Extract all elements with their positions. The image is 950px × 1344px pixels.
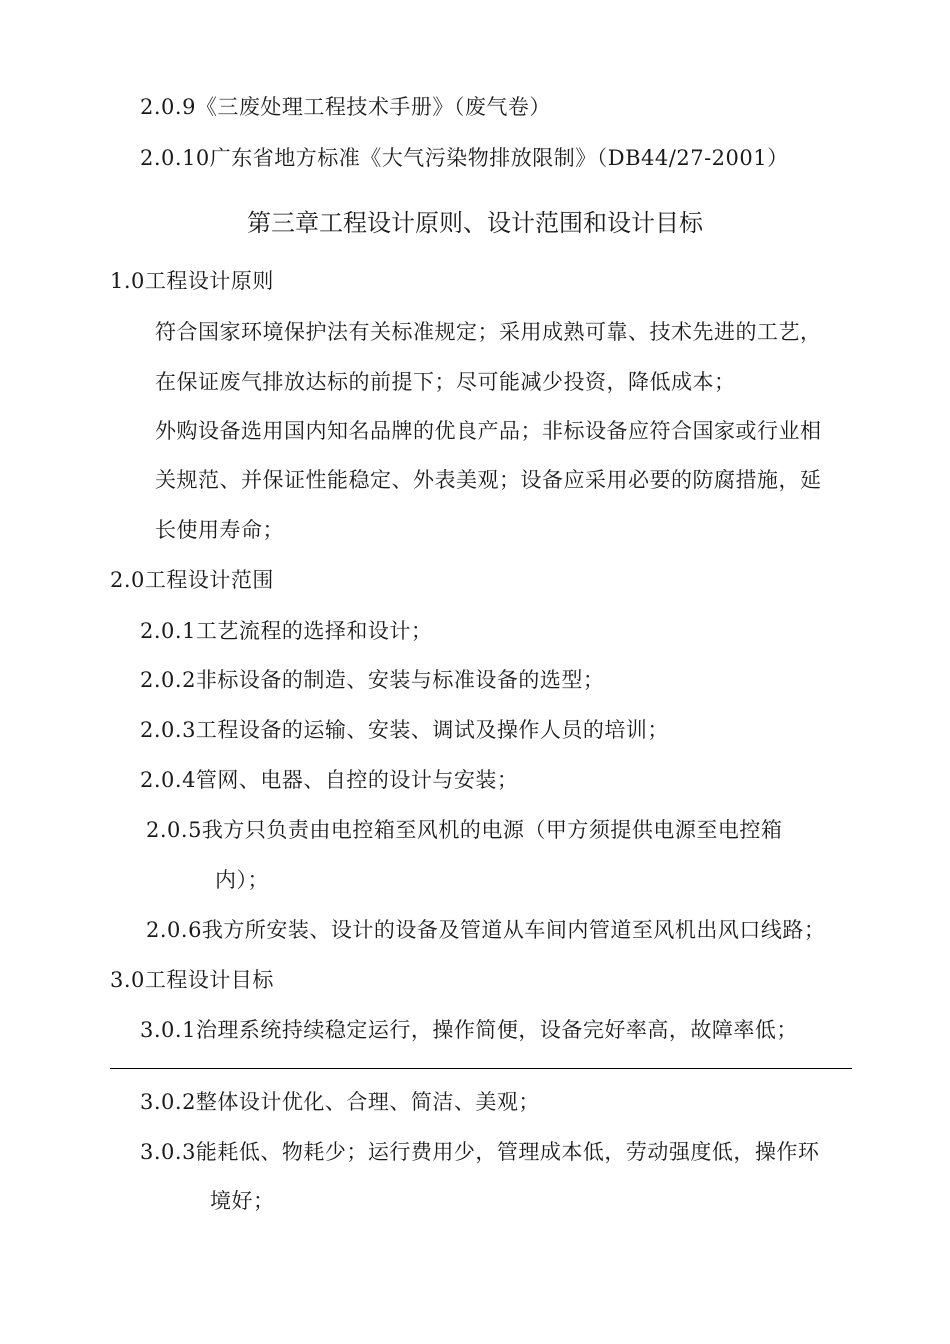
reference-2-0-10: 2.0.10广东省地方标准《大气污染物排放限制》（DB44/27-2001） — [140, 146, 789, 170]
principles-line: 在保证废气排放达标的前提下；尽可能减少投资，降低成本； — [155, 370, 736, 394]
principles-line: 外购设备选用国内知名品牌的优良产品；非标设备应符合国家或行业相 — [155, 419, 822, 443]
principles-line: 符合国家环境保护法有关标准规定；采用成熟可靠、技术先进的工艺， — [155, 320, 822, 344]
principles-line: 关规范、并保证性能稳定、外表美观；设备应采用必要的防腐措施，延 — [155, 468, 822, 492]
goal-item: 3.0.3能耗低、物耗少；运行费用少，管理成本低，劳动强度低，操作环 — [140, 1140, 820, 1164]
goal-item-continuation: 境好； — [210, 1189, 275, 1213]
chapter-title: 第三章工程设计原则、设计范围和设计目标 — [247, 209, 703, 237]
scope-item: 2.0.4管网、电器、自控的设计与安装； — [140, 768, 519, 792]
section-heading-principles: 1.0工程设计原则 — [110, 269, 274, 293]
page-divider — [110, 1068, 852, 1069]
reference-2-0-9: 2.0.9《三废处理工程技术手册》（废气卷） — [140, 95, 551, 119]
scope-item: 2.0.1工艺流程的选择和设计； — [140, 619, 433, 643]
scope-item: 2.0.6我方所安装、设计的设备及管道从车间内管道至风机出风口线路； — [146, 918, 826, 942]
scope-item: 2.0.2非标设备的制造、安装与标准设备的选型； — [140, 668, 605, 692]
section-heading-scope: 2.0工程设计范围 — [110, 568, 274, 592]
scope-item-continuation: 内）； — [215, 868, 269, 892]
scope-item: 2.0.5我方只负责由电控箱至风机的电源（甲方须提供电源至电控箱 — [146, 818, 783, 842]
section-heading-goals: 3.0工程设计目标 — [110, 968, 274, 992]
goal-item: 3.0.2整体设计优化、合理、简洁、美观； — [140, 1090, 540, 1114]
goal-item: 3.0.1治理系统持续稳定运行，操作简便，设备完好率高，故障率低； — [140, 1018, 798, 1042]
principles-line: 长使用寿命； — [155, 518, 284, 542]
scope-item: 2.0.3工程设备的运输、安装、调试及操作人员的培训； — [140, 718, 669, 742]
